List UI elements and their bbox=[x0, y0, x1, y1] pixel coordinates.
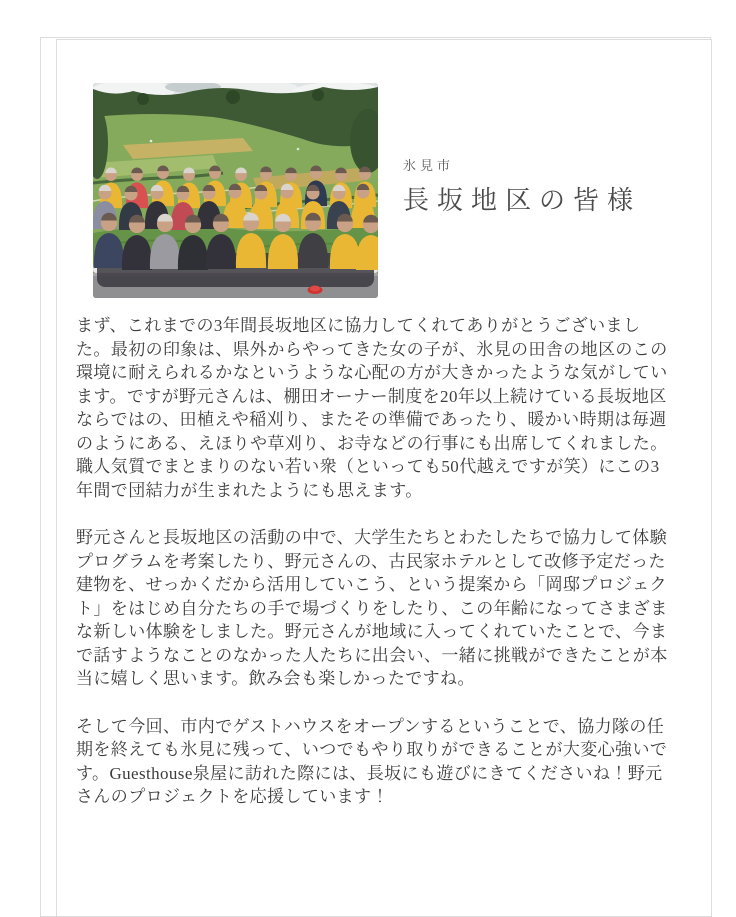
sheet-content bbox=[57, 40, 711, 809]
letter-body bbox=[76, 314, 672, 809]
letter-paragraph: そして今回、市内でゲストハウスをオープンするということで、協力隊の任期を終えても氷見に残って、いつでもやり取りができることが大変心強いです。Guesthouse泉屋に訪れた際には、長坂にも遊びにきてくださいね！野元さんのプロジェクトを応援しています！ bbox=[76, 716, 668, 806]
letter-header bbox=[76, 83, 693, 298]
letter-paragraph: 野元さんと長坂地区の活動の中で、大学生たちとわたしたちで協力して体験プログラムを考案したり、野元さんの、古民家ホテルとして改修予定だった建物を、せっかくだから活用していこう、という提案から「岡邸プロジェクト」をはじめ自分たちの手で場づくりをしたり、この年齢になってさまざまな新しい体験をしました。野元さんが地域に入ってくれていたことで、今まで話すようなことのなかった人たちに出会い、一緒に挑戦ができたことが本当に嬉しく思います。飲み会も楽しかったですね。 bbox=[76, 528, 668, 688]
page-title: 長坂地区の皆様 bbox=[403, 186, 642, 215]
title-block bbox=[378, 83, 641, 233]
letter-paragraph: まず、これまでの3年間長坂地区に協力してくれてありがとうございました。最初の印象は、県外からやってきた女の子が、氷見の田舎の地区のこの環境に耐えられるかなというような心配の方が大きかったような気がしています。ですが野元さんは、棚田オーナー制度を20年以上続けている長坂地区ならではの、田植えや稲刈り、またその準備であったり、暖かい時期は毎週のようにある、えほりや草刈り、お寺などの行事にも出席してくれました。職人気質でまとまりのない若い衆（といっても50代越えですが笑）にこの3年間で団結力が生まれたようにも思えます。 bbox=[76, 316, 668, 500]
page-sheet bbox=[56, 39, 712, 917]
location-label: 氷見市 bbox=[403, 158, 455, 173]
group-photo bbox=[93, 83, 378, 298]
